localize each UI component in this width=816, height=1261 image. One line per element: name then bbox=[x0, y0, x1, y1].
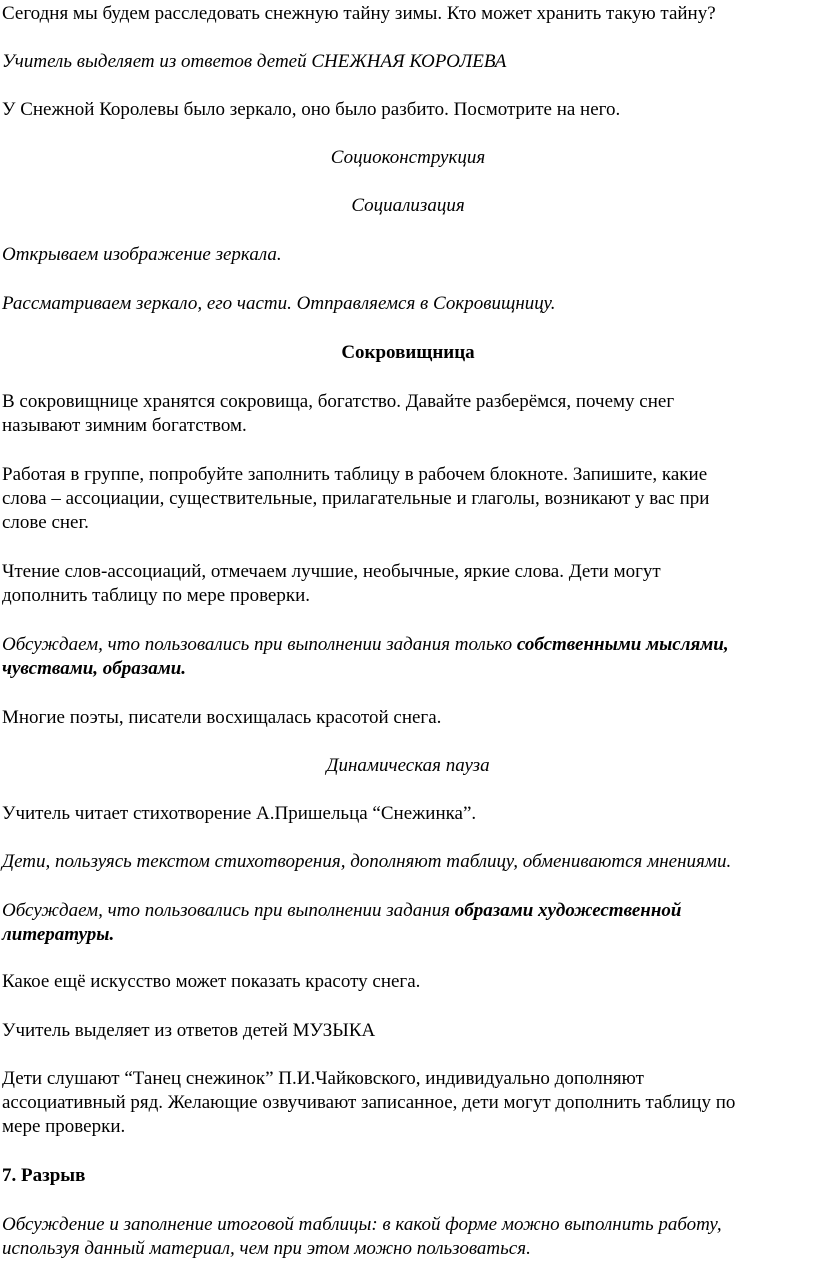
heading-treasury: Сокровищница bbox=[341, 342, 475, 363]
heading-break: 7. Разрыв bbox=[2, 1165, 86, 1186]
text-line: Обсуждение и заполнение итоговой таблицы: в какой форме можно выполнить работу, bbox=[2, 1214, 722, 1235]
heading-socialization: Социализация bbox=[351, 195, 465, 216]
paragraph-teacher-music: Учитель выделяет из ответов детей МУЗЫКА bbox=[2, 1020, 376, 1041]
heading-dynamic-pause: Динамическая пауза bbox=[326, 755, 490, 776]
text-line: используя данный материал, чем при этом можно пользоваться. bbox=[2, 1238, 531, 1259]
paragraph-discussion-own-thoughts bbox=[2, 633, 814, 681]
paragraph-examine-mirror: Рассматриваем зеркало, его части. Отправляемся в Сокровищницу. bbox=[2, 293, 556, 314]
bold-italic-text: собственными мыслями, bbox=[516, 634, 729, 655]
paragraph-poets: Многие поэты, писатели восхищалась красотой снега. bbox=[2, 707, 442, 728]
paragraph-discussion-literature bbox=[2, 899, 814, 947]
text-line: литературы. bbox=[2, 924, 115, 945]
text-line: Дети слушают “Танец снежинок” П.И.Чайковского, индивидуально дополняют bbox=[2, 1068, 644, 1089]
text-line: ассоциативный ряд. Желающие озвучивают записанное, дети могут дополнить таблицу по bbox=[2, 1092, 736, 1113]
heading-socioconstruction: Социоконструкция bbox=[330, 147, 486, 168]
text-line: Чтение слов-ассоциаций, отмечаем лучшие, необычные, яркие слова. Дети могут bbox=[2, 561, 661, 582]
bold-italic-text: образами художественной bbox=[454, 900, 682, 921]
paragraph-children-fill-table: Дети, пользуясь текстом стихотворения, дополняют таблицу, обмениваются мнениями. bbox=[2, 851, 732, 872]
text-line: чувствами, образами. bbox=[2, 658, 187, 679]
paragraph-listen-tchaikovsky bbox=[2, 1067, 814, 1139]
text-line: слове снег. bbox=[2, 512, 89, 533]
text-line: мере проверки. bbox=[2, 1116, 126, 1137]
paragraph-group-work bbox=[2, 463, 814, 535]
paragraph-teacher-reads-poem: Учитель читает стихотворение А.Пришельца “Снежинка”. bbox=[2, 803, 477, 824]
text-line bbox=[2, 899, 814, 923]
text-line: Работая в группе, попробуйте заполнить таблицу в рабочем блокноте. Запишите, какие bbox=[2, 464, 708, 485]
text-line: называют зимним богатством. bbox=[2, 415, 247, 436]
paragraph-treasury bbox=[2, 390, 814, 438]
text-line: В сокровищнице хранятся сокровища, богатство. Давайте разберёмся, почему снег bbox=[2, 391, 675, 412]
paragraph-which-art: Какое ещё искусство может показать красоту снега. bbox=[2, 971, 421, 992]
paragraph-final-table bbox=[2, 1213, 814, 1261]
italic-text: Обсуждаем, что пользовались при выполнении задания только bbox=[2, 634, 517, 655]
paragraph-mirror: У Снежной Королевы было зеркало, оно было разбито. Посмотрите на него. bbox=[2, 99, 621, 120]
text-line: слова – ассоциации, существительные, прилагательные и глаголы, возникают у вас при bbox=[2, 488, 710, 509]
paragraph-open-image: Открываем изображение зеркала. bbox=[2, 244, 282, 265]
text-line bbox=[2, 633, 814, 657]
paragraph-reading-associations bbox=[2, 560, 814, 608]
paragraph-teacher-highlights: Учитель выделяет из ответов детей СНЕЖНАЯ КОРОЛЕВА bbox=[2, 51, 507, 72]
italic-text: Обсуждаем, что пользовались при выполнении задания bbox=[2, 900, 455, 921]
text-line: дополнить таблицу по мере проверки. bbox=[2, 585, 311, 606]
paragraph-intro: Сегодня мы будем расследовать снежную тайну зимы. Кто может хранить такую тайну? bbox=[2, 3, 716, 24]
